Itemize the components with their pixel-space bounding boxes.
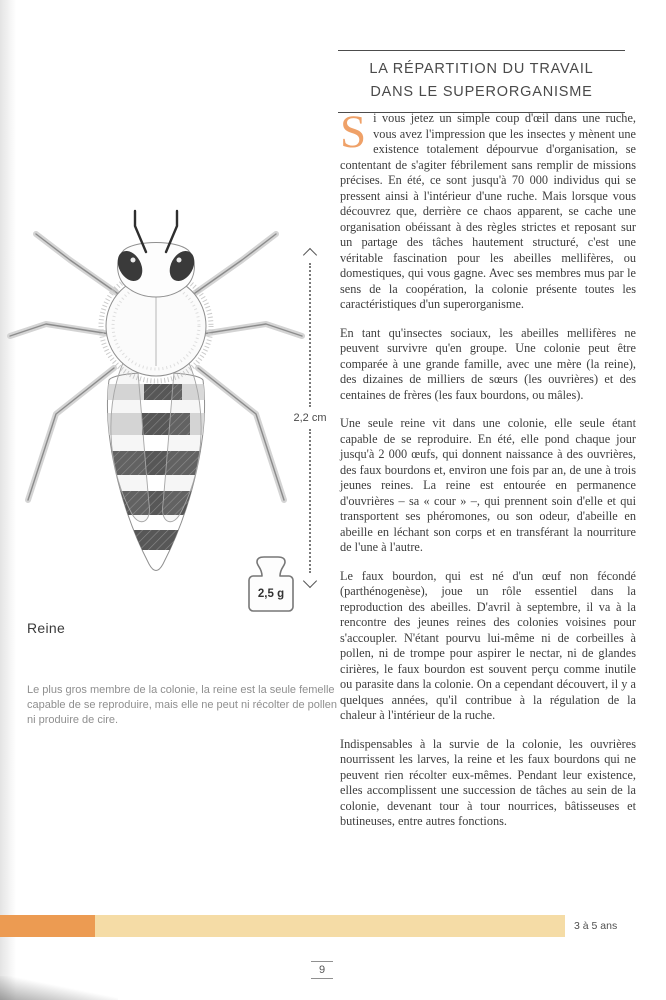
- paragraph: Le faux bourdon, qui est né d'un œuf non fécondé (parthénogenèse), joue un rôle essentiel dans la reproduction des abeilles. D'avril à septembre, il va à la rencontre des jeunes reines des colonies voisines pour s'accoupler. N'étant pourvu lui-même ni de corbeilles à pollen, ni de trompe pour aspirer le nectar, ni de glandes cirières, le faux bourdon est souvent perçu comme inutile ou parasite dans la colonie. On a cependant découvert, il y a quelques années, qu'il contribue à la régulation de la chaleur à l'intérieur de la ruche.: [340, 568, 636, 722]
- queen-bee-illustration: [6, 208, 306, 588]
- weight-label: 2,5 g: [257, 588, 285, 600]
- page-title-line1: LA RÉPARTITION DU TRAVAIL: [369, 61, 594, 77]
- lifespan-bar-dark-segment: [0, 915, 95, 937]
- page-number-rule-bottom: [311, 978, 333, 979]
- measure-arrow-down-icon: [303, 574, 317, 588]
- weight-icon: [245, 556, 297, 614]
- figure-label: Reine: [27, 620, 66, 636]
- figure-caption: Le plus gros membre de la colonie, la reine est la seule femelle capable de se reproduire, mais elle ne peut ni récolter de pollen ni produire de cire.: [27, 684, 338, 726]
- bee-head: [113, 211, 199, 297]
- page-number: 9: [318, 964, 326, 976]
- drop-cap: S: [340, 106, 367, 158]
- paragraph: [340, 106, 636, 313]
- paragraph: Indispensables à la survie de la colonie, les ouvrières nourrissent les larves, la reine et les faux bourdons qui ne peuvent rien récolter eux-mêmes. Pendant leur existence, elles accomplissent une succession de tâches au sein de la colonie, devenant tour à tour nourrices, bâtisseuses et butineuses, entre autres fonctions.: [340, 736, 636, 828]
- measure-dotted-line: [309, 429, 311, 573]
- measure-dotted-line: [309, 263, 311, 407]
- lifespan-label: 3 à 5 ans: [574, 920, 618, 932]
- paragraph: En tant qu'insectes sociaux, les abeilles mellifères ne peuvent survivre qu'en groupe. Une colonie peut être comparée à une grande famille, avec une mère (la reine), des dizaines de milliers de sœurs (les ouvrières) et des centaines de frères (les faux bourdons, ou mâles).: [340, 325, 636, 402]
- body-length-measure: [288, 250, 332, 586]
- paragraph: Une seule reine vit dans une colonie, elle seule étant capable de se reproduire. En été, elle pond chaque jour jusqu'à 2 000 œufs, qui donnent naissance à des ouvrières, des faux bourdons et, environ une fois par an, de une à trois jeunes reines. La reine est entourée en permanence d'ouvrières – sa « cour » –, qui prennent soin d'elle et qui transportent ses phéromones, ou son odeur, d'abeille en abeille en léchant son corps et en transférant la nourriture de l'une à l'autre.: [340, 416, 636, 554]
- lifespan-bar: [0, 915, 666, 937]
- page-corner-shadow: [0, 976, 118, 1000]
- chapter-title-block: [338, 50, 625, 113]
- page-title: [338, 51, 625, 112]
- measure-arrow-up-icon: [303, 248, 317, 262]
- lifespan-bar-light-segment: [95, 915, 565, 937]
- article-text-column: [340, 106, 636, 843]
- paragraph-text: i vous jetez un simple coup d'œil dans une ruche, vous avez l'impression que les insectes y mènent une existence totalement dépourvue d'organisation, se contentant de s'agiter fébrilement sans remplir de missions précises. En été, ce sont jusqu'à 70 000 individus qui se pressent ainsi à l'intérieur d'une ruche. Mais lorsque vous découvrez que, derrière ce chaos apparent, se cache une organisation obéissant à des règles strictes et reposant sur un partage des tâches hautement structuré, c'est une véritable fascination pour les abeilles mellifères, ou domestiques, qui vous gagne. Avec ses membres mus par le sens de la coopération, la colonie présente toutes les caractéristiques d'un superorganisme.: [340, 111, 636, 311]
- page-title-line2: DANS LE SUPERORGANISME: [370, 84, 593, 100]
- page-number-block: [309, 961, 335, 979]
- body-length-label: 2,2 cm: [293, 412, 327, 424]
